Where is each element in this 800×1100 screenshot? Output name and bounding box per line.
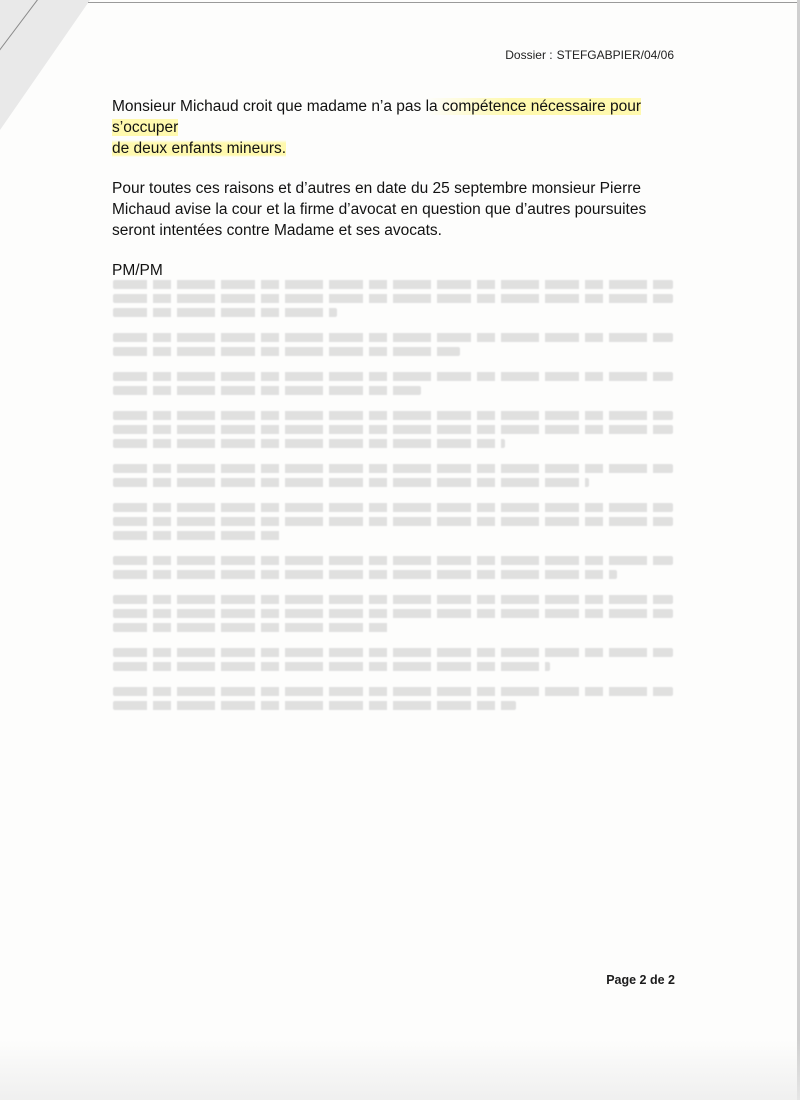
bottom-scan-shadow: [0, 1040, 800, 1100]
bleed-through-text: [113, 275, 673, 726]
folded-corner: [0, 0, 90, 130]
dossier-number: STEFGABPIER/04/06: [556, 48, 674, 62]
highlighted-text-continued: de deux enfants mineurs.: [112, 140, 287, 157]
letter-body: [112, 96, 677, 300]
signature-initials: PM/PM: [112, 262, 163, 279]
page-top-edge: [88, 2, 800, 3]
dossier-reference: [505, 48, 674, 62]
page-number: Page 2 de 2: [606, 973, 675, 987]
highlighted-text: la compétence nécessaire pour s’occuper: [112, 98, 642, 136]
paragraph-poursuites: Pour toutes ces raisons et d’autres en date du 25 septembre monsieur Pierre Michaud avise la cour et la firme d’avocat en question que d’autres poursuites seront intentées contre Madame et ses avocats.: [112, 180, 647, 239]
dossier-label: Dossier :: [505, 48, 553, 62]
paragraph-competence-text: Monsieur Michaud croit que madame n’a pas: [112, 98, 426, 115]
paragraph-competence: [112, 96, 677, 159]
